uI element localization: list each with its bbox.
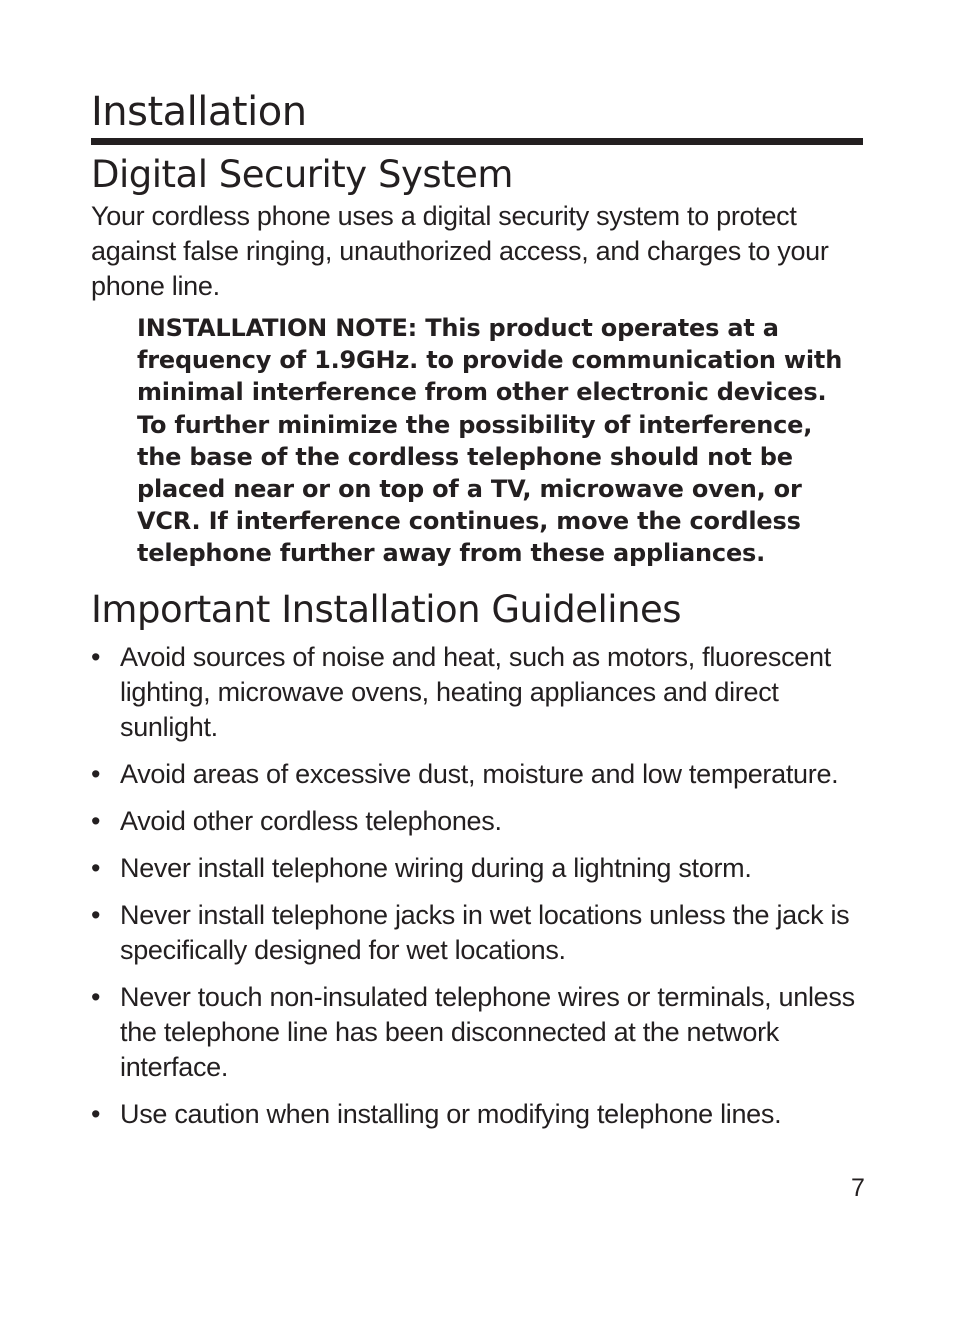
list-item-text: Avoid sources of noise and heat, such as motors, fluorescent lighting, microwave ovens, heating appliances and direct sunlight. <box>120 641 831 742</box>
digital-security-heading: Digital Security System <box>91 153 513 196</box>
list-item-text: Never install telephone wiring during a lightning storm. <box>120 852 752 883</box>
section-title: Installation <box>91 86 863 145</box>
list-item-text: Never install telephone jacks in wet locations unless the jack is specifically designed for wet locations. <box>120 899 850 965</box>
list-item <box>91 980 863 1085</box>
list-item <box>91 898 863 968</box>
list-item-text: Never touch non-insulated telephone wires or terminals, unless the telephone line has been disconnected at the network interface. <box>120 981 855 1082</box>
bullet-icon: • <box>91 899 101 930</box>
list-item-text: Avoid areas of excessive dust, moisture and low temperature. <box>120 758 839 789</box>
list-item <box>91 804 863 839</box>
list-item-text: Avoid other cordless telephones. <box>120 805 502 836</box>
bullet-icon: • <box>91 805 101 836</box>
list-item-text: Use caution when installing or modifying telephone lines. <box>120 1098 782 1129</box>
list-item <box>91 1097 863 1132</box>
bullet-icon: • <box>91 852 101 883</box>
list-item <box>91 757 863 792</box>
guidelines-list <box>91 640 863 1132</box>
bullet-icon: • <box>91 758 101 789</box>
digital-security-paragraph: Your cordless phone uses a digital security system to protect against false ringing, unauthorized access, and charges to your phone line. <box>91 201 829 301</box>
bullet-icon: • <box>91 1098 101 1129</box>
manual-page <box>91 86 863 1144</box>
guidelines-heading: Important Installation Guidelines <box>91 587 682 631</box>
installation-note: INSTALLATION NOTE: This product operates at a frequency of 1.9GHz. to provide communication with minimal interference from other electronic devices. To further minimize the possibility of interference, the base of the cordless telephone should not be placed near or on top of a TV, microwave oven, or VCR. If interference continues, move the cordless telephone further away from these appliances. <box>137 314 843 568</box>
list-item <box>91 640 863 745</box>
page-number: 7 <box>851 1174 865 1202</box>
bullet-icon: • <box>91 641 101 672</box>
bullet-icon: • <box>91 981 101 1012</box>
list-item <box>91 851 863 886</box>
